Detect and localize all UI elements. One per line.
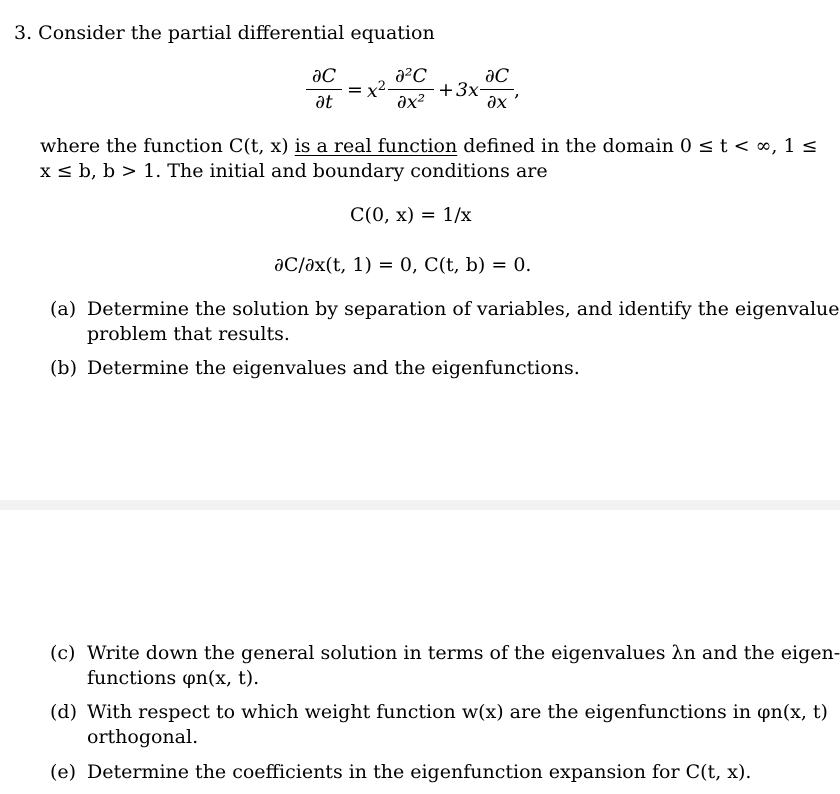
item-d-line2: orthogonal.: [87, 726, 199, 748]
pde-term1-denominator: ∂x²: [396, 90, 426, 113]
underlined-phrase: is a real function: [294, 135, 458, 157]
pde-coef2: 3x: [456, 79, 479, 101]
item-c-label: (c): [50, 642, 76, 664]
pde-trailing-comma: ,: [514, 79, 521, 101]
pde-term2-denominator: ∂x: [486, 90, 508, 113]
item-b-label: (b): [50, 357, 77, 379]
pde-term2-numerator: ∂C: [484, 65, 510, 87]
item-a-label: (a): [50, 298, 77, 320]
pde-term2-fraction: [480, 66, 514, 113]
domain-sentence-line2: x ≤ b, b > 1. The initial and boundary conditions are: [40, 160, 548, 182]
item-c-line2: functions φn(x, t).: [87, 667, 260, 689]
problem-intro: 3. Consider the partial differential equation: [14, 22, 435, 44]
item-b-line1: Determine the eigenvalues and the eigenfunctions.: [87, 357, 580, 379]
pde-lhs-denominator: ∂t: [315, 90, 333, 113]
pde-plus: +: [438, 79, 454, 101]
initial-condition: C(0, x) = 1/x: [350, 204, 472, 226]
item-e-label: (e): [50, 761, 77, 783]
item-d-line1: With respect to which weight function w(x) are the eigenfunctions in φn(x, t): [87, 701, 828, 723]
pde-term1-numerator: ∂²C: [395, 65, 427, 87]
domain-sentence-line1: where the function C(t, x) is a real function defined in the domain 0 ≤ t < ∞, 1 ≤: [40, 135, 818, 157]
pde-lhs-numerator: ∂C: [311, 65, 337, 87]
item-a-line2: problem that results.: [87, 323, 290, 345]
pde-lhs-fraction: [306, 66, 342, 113]
boundary-conditions: ∂C/∂x(t, 1) = 0, C(t, b) = 0.: [274, 254, 532, 276]
item-a-line1: Determine the solution by separation of variables, and identify the eigenvalue: [87, 298, 840, 320]
pde-coef1: $x^2$: [367, 79, 386, 102]
item-e-line1: Determine the coefficients in the eigenfunction expansion for C(t, x).: [87, 761, 752, 783]
pde-equals: =: [347, 79, 363, 101]
pde-term1-fraction: [388, 66, 434, 113]
page-separator: [0, 500, 840, 510]
item-c-line1: Write down the general solution in terms of the eigenvalues λn and the eigen-: [87, 642, 840, 664]
item-d-label: (d): [50, 701, 77, 723]
